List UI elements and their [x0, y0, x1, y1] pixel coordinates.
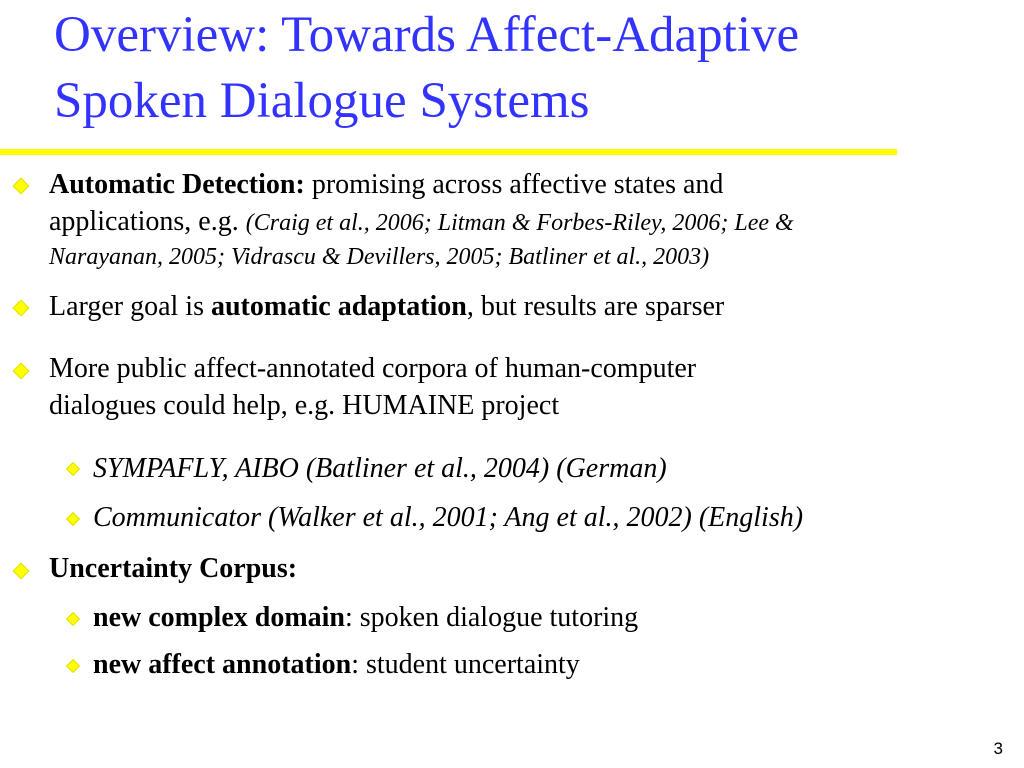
bullet-public-corpora-line-2: dialogues could help, e.g. HUMAINE project	[49, 390, 560, 421]
bullet-automatic-detection-citation-2: Narayanan, 2005; Vidrascu & Devillers, 2005; Batliner et al., 2003)	[49, 244, 710, 270]
sub-bullet-new-affect-annotation-heading: new affect annotation	[93, 649, 352, 680]
bullet-diamond-icon	[13, 363, 30, 380]
bullet-automatic-detection	[49, 166, 794, 272]
bullet-larger-goal-text-2: , but results are sparser	[466, 291, 725, 322]
bullet-public-corpora	[49, 350, 696, 424]
page-number: 3	[993, 739, 1003, 758]
sub-bullet-sympafly-aibo: SYMPAFLY, AIBO (Batliner et al., 2004) (German)	[93, 453, 667, 484]
bullet-larger-goal-text-1: Larger goal is	[49, 291, 211, 322]
bullet-diamond-icon	[13, 563, 30, 580]
sub-bullet-new-affect-annotation	[93, 646, 580, 683]
bullet-diamond-icon	[13, 178, 30, 195]
sub-bullet-new-affect-annotation-text: : student uncertainty	[351, 649, 580, 680]
sub-bullet-communicator: Communicator (Walker et al., 2001; Ang et al., 2002) (English)	[93, 502, 804, 533]
bullet-automatic-detection-line-2	[49, 203, 794, 242]
bullet-automatic-detection-citation-1: (Craig et al., 2006; Litman & Forbes-Riley, 2006; Lee &	[245, 210, 794, 236]
bullet-automatic-detection-line-1	[49, 166, 794, 203]
sub-bullet-new-complex-domain-text: : spoken dialogue tutoring	[345, 602, 639, 633]
slide-title-line-1: Overview: Towards Affect-Adaptive	[54, 7, 800, 63]
sub-bullet-diamond-icon	[66, 612, 80, 626]
bullet-larger-goal-emphasis: automatic adaptation	[210, 291, 467, 322]
sub-bullet-new-complex-domain-heading: new complex domain	[93, 602, 345, 633]
sub-bullet-diamond-icon	[66, 512, 80, 526]
sub-bullet-diamond-icon	[66, 462, 80, 476]
sub-bullet-new-complex-domain	[93, 599, 638, 636]
bullet-diamond-icon	[13, 300, 30, 317]
bullet-automatic-detection-heading: Automatic Detection:	[49, 169, 305, 200]
bullet-larger-goal	[49, 288, 724, 325]
slide-title-line-2: Spoken Dialogue Systems	[54, 73, 590, 129]
slide-title	[54, 2, 1014, 134]
sub-bullet-diamond-icon	[66, 659, 80, 673]
bullet-public-corpora-line-1: More public affect-annotated corpora of human-computer	[49, 353, 697, 384]
bullet-automatic-detection-text-1: promising across affective states and	[304, 169, 724, 200]
bullet-automatic-detection-text-2: applications, e.g.	[49, 206, 246, 237]
title-underline-rule	[0, 149, 897, 155]
bullet-uncertainty-corpus: Uncertainty Corpus:	[49, 553, 298, 584]
